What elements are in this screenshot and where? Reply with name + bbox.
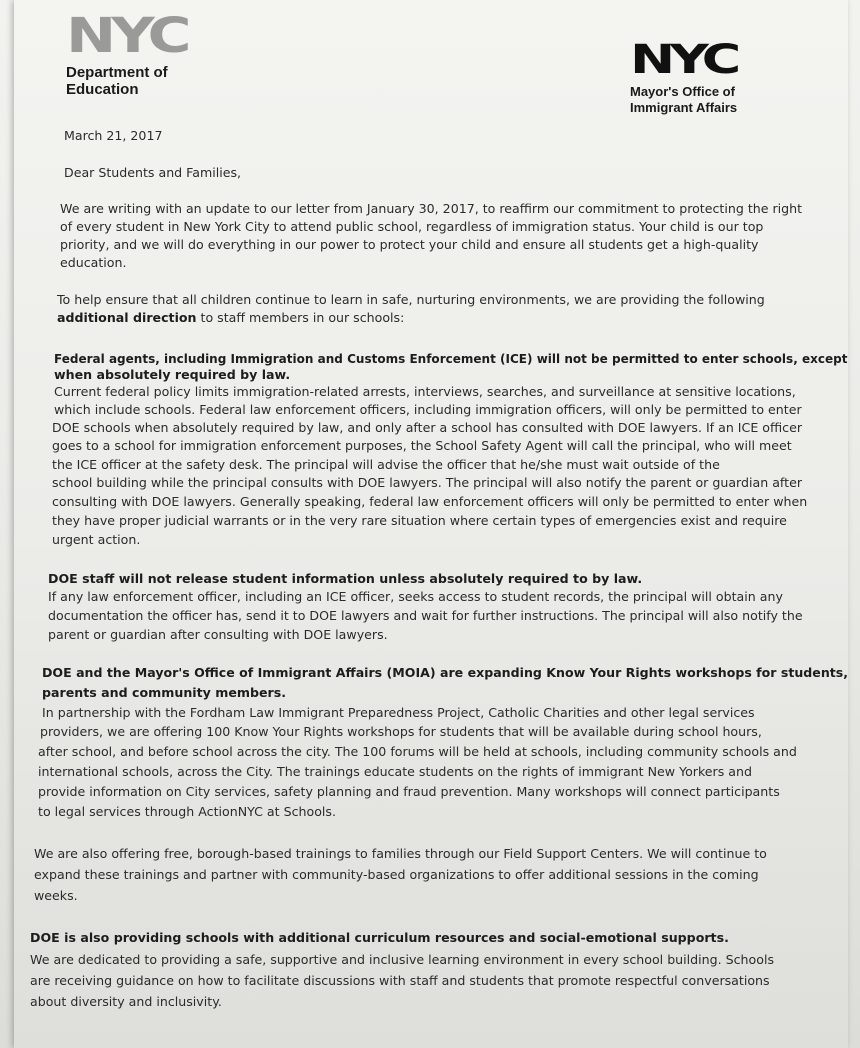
field-centers-line: weeks. [34,888,78,903]
section-heading-ice: when absolutely required by law. [54,367,291,382]
intro-paragraph-line: education. [60,255,127,270]
letter-salutation: Dear Students and Families, [64,165,242,180]
section-body-line: goes to a school for immigration enforcement purposes, the School Safety Agent will call the principal, who will meet [52,438,792,453]
field-centers-line: We are also offering free, borough-based trainings to families through our Field Support Centers. We will continue to [34,846,767,861]
moia-nyc-logo: NYC [630,37,736,83]
direction-paragraph-line [57,309,404,327]
section-body-line: which include schools. Federal law enforcement officers, including immigration officers, will only be permitted to enter [54,402,802,417]
section-body-line: school building while the principal consults with DOE lawyers. The principal will also notify the parent or guardian after [52,475,802,490]
moia-office-name: Mayor's Office of Immigrant Affairs [630,84,738,115]
intro-paragraph-line: We are writing with an update to our letter from January 30, 2017, to reaffirm our commitment to protecting the right [60,201,803,216]
section-body-line: urgent action. [52,532,141,547]
section-body-line: providers, we are offering 100 Know Your Rights workshops for students that will be available during school hours, [40,724,762,739]
direction-emphasis: additional direction [57,310,197,325]
doe-department-name: Department of Education [66,64,168,98]
section-body-line: provide information on City services, safety planning and fraud prevention. Many workshops will connect participants [38,784,780,799]
section-body-line: If any law enforcement officer, including an ICE officer, seeks access to student records, the principal will obtain any [48,589,783,604]
section-body-line: to legal services through ActionNYC at Schools. [38,804,336,819]
section-heading-curriculum: DOE is also providing schools with additional curriculum resources and social-emotional supports. [30,930,729,945]
section-body-line: are receiving guidance on how to facilitate discussions with staff and students that promote respectful conversations [30,973,770,988]
direction-rest: to staff members in our schools: [196,310,405,325]
field-centers-line: expand these trainings and partner with community-based organizations to offer additional sessions in the coming [34,867,759,882]
section-body-line: In partnership with the Fordham Law Immigrant Preparedness Project, Catholic Charities and other legal services [42,705,755,720]
section-heading-ice: Federal agents, including Immigration and Customs Enforcement (ICE) will not be permitted to enter schools, except [54,351,848,366]
section-body-line: DOE schools when absolutely required by law, and only after a school has consulted with DOE lawyers. If an ICE officer [52,420,803,435]
section-body-line: after school, and before school across the city. The 100 forums will be held at schools, including community schools and [38,744,797,759]
section-body-line: Current federal policy limits immigration-related arrests, interviews, searches, and surveillance at sensitive locations, [54,384,796,399]
doe-nyc-logo: NYC [66,8,187,64]
section-body-line: they have proper judicial warrants or in the very rare situation where certain types of emergencies exist and require [52,513,787,528]
section-heading-records: DOE staff will not release student information unless absolutely required to by law. [48,571,643,586]
intro-paragraph-line: priority, and we will do everything in our power to protect your child and ensure all students get a high-quality [60,237,759,252]
section-body-line: parent or guardian after consulting with DOE lawyers. [48,627,388,642]
section-body-line: international schools, across the City. The trainings educate students on the rights of immigrant New Yorkers and [38,764,752,779]
section-body-line: the ICE officer at the safety desk. The principal will advise the officer that he/she must wait outside of the [52,457,720,472]
direction-paragraph-line: To help ensure that all children continue to learn in safe, nurturing environments, we are providing the following [57,292,765,307]
section-body-line: documentation the officer has, send it to DOE lawyers and wait for further instructions. The principal will also notify the [48,608,803,623]
section-heading-workshops: DOE and the Mayor's Office of Immigrant Affairs (MOIA) are expanding Know Your Rights workshops for students, [42,665,849,680]
section-heading-workshops: parents and community members. [42,685,287,700]
letter-date: March 21, 2017 [64,128,163,143]
intro-paragraph-line: of every student in New York City to attend public school, regardless of immigration status. Your child is our top [60,219,764,234]
section-body-line: We are dedicated to providing a safe, supportive and inclusive learning environment in every school building. Schools [30,952,775,967]
section-body-line: about diversity and inclusivity. [30,994,222,1009]
doe-logo-block [66,8,187,98]
section-body-line: consulting with DOE lawyers. Generally speaking, federal law enforcement officers will only be permitted to enter when [52,494,808,509]
moia-logo-block [630,37,738,116]
